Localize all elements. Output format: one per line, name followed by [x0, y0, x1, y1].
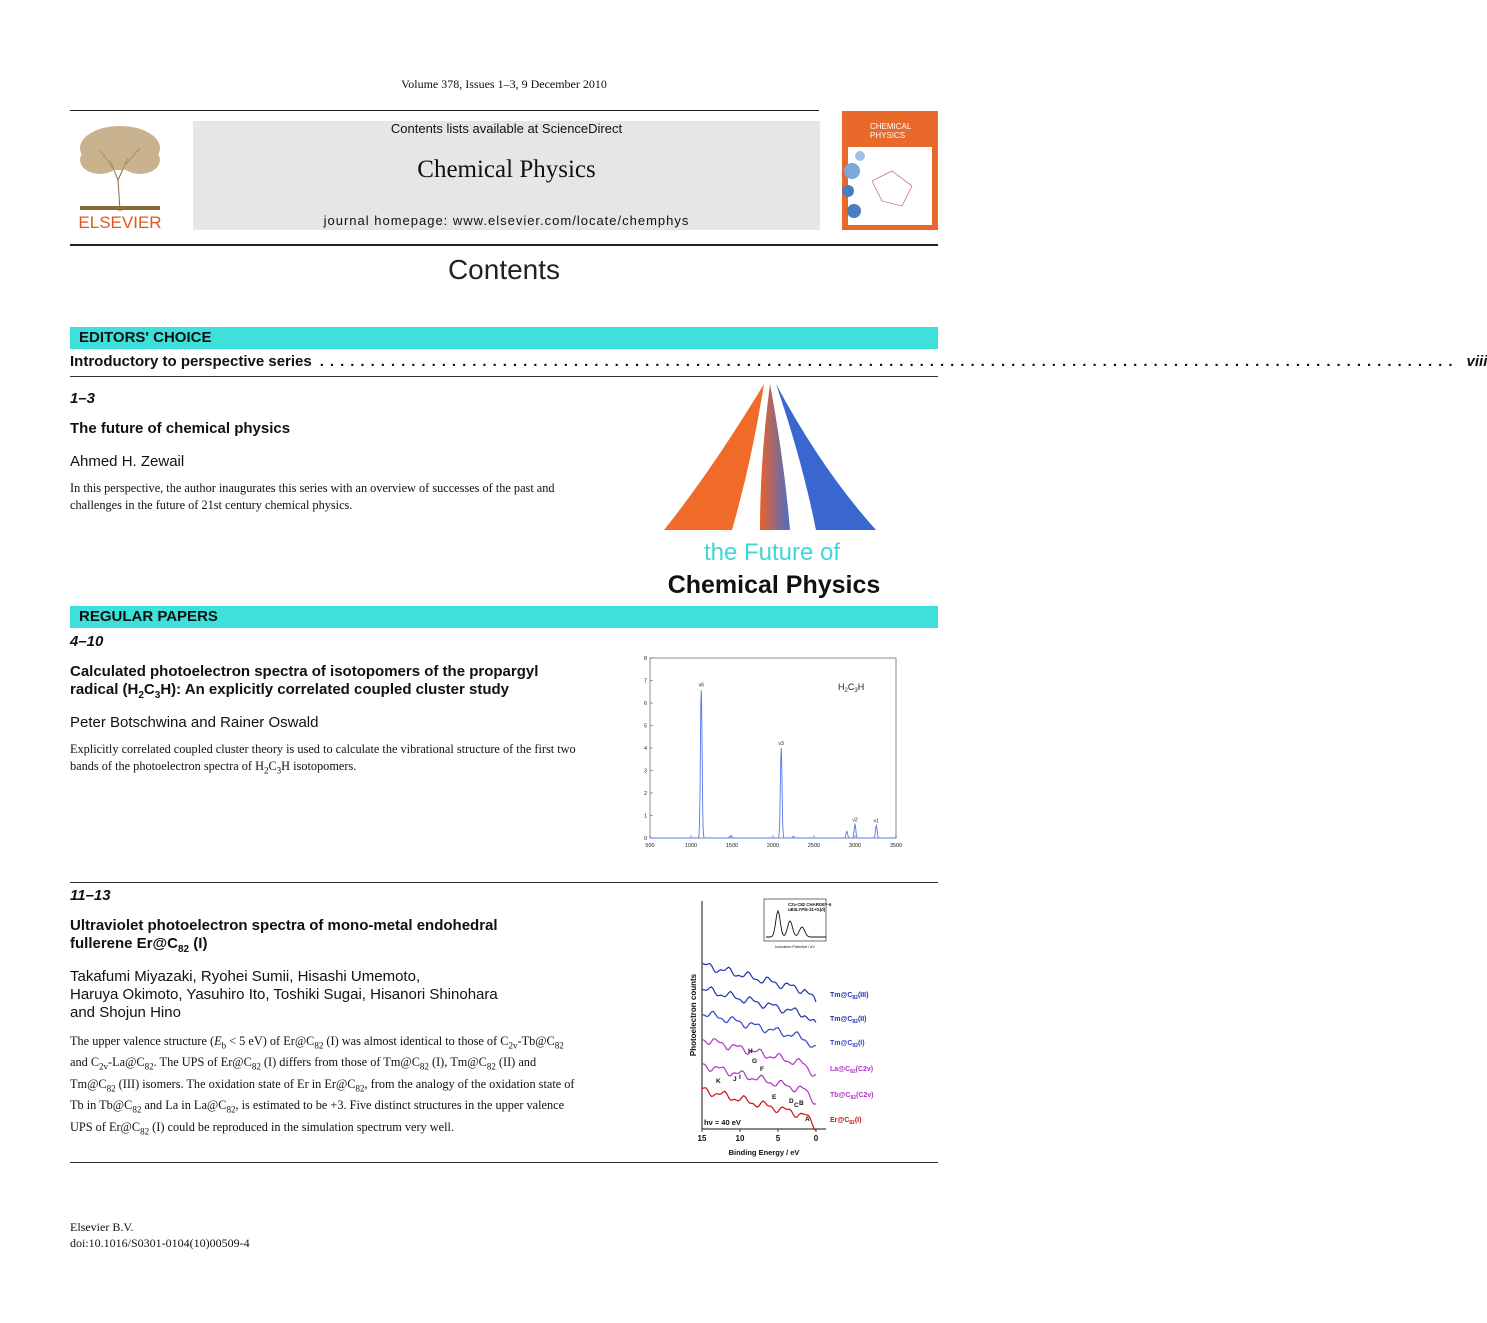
footer	[70, 1219, 250, 1251]
y-tick-label: 2	[643, 791, 647, 797]
x-tick-label: 0	[813, 1134, 819, 1143]
series-label: $Tm@C_{82}(I)$	[830, 1040, 865, 1049]
peak-label: D	[789, 1098, 794, 1105]
series-line	[702, 963, 816, 1002]
y-tick-label: 1	[643, 813, 647, 820]
y-tick-label: 0	[643, 836, 647, 842]
journal-title: Chemical Physics	[417, 156, 596, 183]
x-tick-label: 3500	[889, 843, 903, 849]
x-axis-label: Binding Energy / eV	[728, 1148, 800, 1157]
peak-label: C	[794, 1102, 799, 1109]
article-2-title-part: radical (H	[70, 681, 139, 698]
toc-leader-dots: ................................................................................................................	[319, 353, 1459, 370]
article-2-abstract-sub: 3	[276, 765, 282, 776]
inset-xlabel: Ionization Potential / eV	[775, 945, 815, 949]
series-label: $Er@C_{82}(I)$	[830, 1117, 862, 1126]
x-tick-label: 2500	[807, 843, 821, 849]
y-tick-label: 4	[643, 746, 647, 752]
x-tick-label: 1000	[684, 843, 698, 849]
peak-label: H	[748, 1048, 753, 1055]
series-label: $Tm@C_{82}(III)$	[830, 992, 869, 1001]
future-chemical-physics-graphic	[652, 380, 902, 602]
y-tick-label: 7	[643, 678, 647, 685]
toc-entry-page: viii	[1466, 353, 1487, 370]
spectrum-chart-h2c3h	[638, 652, 908, 850]
article-2-abstract-part: H isotopomers.	[281, 759, 357, 773]
y-tick-label: 3	[643, 768, 647, 775]
article-3-authors-line: Haruya Okimoto, Yasuhiro Ito, Toshiki Sugai, Hisanori Shinohara	[70, 986, 498, 1003]
article-separator	[70, 882, 938, 883]
graphic-line-1: the Future of	[703, 539, 841, 566]
y-tick-label: 8	[643, 656, 647, 662]
series-label: $Tb@C_{82}(C2v)$	[830, 1092, 874, 1101]
peak-label: ν2	[852, 817, 858, 824]
article-3-authors-line: and Shojun Hino	[70, 1004, 181, 1021]
peak-label: ν6	[698, 682, 704, 689]
y-tick-label: 6	[643, 701, 647, 707]
y-tick-label: 5	[643, 723, 647, 730]
volume-line: Volume 378, Issues 1–3, 9 December 2010	[401, 77, 607, 91]
x-tick-label: 10	[735, 1134, 745, 1143]
spectrum-line	[650, 690, 896, 838]
x-tick-label: 15	[697, 1134, 707, 1143]
header-rule	[70, 110, 819, 111]
cover-title-1: CHEMICAL	[870, 122, 912, 131]
article-3-title-line1: Ultraviolet photoelectron spectra of mono-metal endohedral	[70, 917, 498, 934]
article-2-pages: 4–10	[70, 633, 104, 650]
toc-entry-label: Introductory to perspective series	[70, 353, 312, 370]
x-tick-label: 5	[775, 1134, 781, 1143]
peak-label: E	[772, 1094, 777, 1101]
footer-publisher: Elsevier B.V.	[70, 1220, 134, 1234]
header-bottom-rule	[70, 244, 938, 246]
article-3-title-part: fullerene Er@C	[70, 935, 178, 952]
chart-annotation: $H_2C_3H$	[838, 682, 865, 694]
peak-label: F	[760, 1066, 764, 1073]
footer-doi: doi:10.1016/S0301-0104(10)00509-4	[70, 1236, 250, 1250]
graphic-line-2: Chemical Physics	[667, 571, 881, 599]
elsevier-wordmark: ELSEVIER	[78, 213, 162, 232]
journal-homepage-link[interactable]: journal homepage: www.elsevier.com/locate/chemphys	[323, 213, 690, 228]
article-3-authors-line: Takafumi Miyazaki, Ryohei Sumii, Hisashi Umemoto,	[70, 968, 421, 985]
peak-label: A	[805, 1116, 810, 1123]
inset-title: uB3LYP/6-31+G(d)	[788, 907, 826, 912]
article-2-abstract-sub: 2	[263, 765, 269, 776]
article-2-title-sub: 3	[154, 690, 161, 701]
series-line	[702, 1039, 816, 1076]
peak-label: K	[716, 1078, 721, 1085]
series-label: $Tm@C_{82}(II)$	[830, 1016, 867, 1025]
inset-title: C2v-C82 CHARGE=-6	[788, 902, 832, 907]
article-3-pages: 11–13	[70, 887, 111, 904]
section-regular-papers: REGULAR PAPERS	[70, 606, 938, 628]
x-tick-label: 1500	[725, 843, 739, 849]
toc-entry-introductory[interactable]	[70, 353, 1487, 370]
article-separator	[70, 1162, 938, 1163]
photon-energy-label: hν = 40 eV	[704, 1118, 741, 1127]
page-title: Contents	[447, 254, 561, 285]
ups-spectra-chart	[686, 893, 886, 1158]
series-label: $La@C_{82}(C2v)$	[830, 1066, 874, 1075]
peak-label: ν3	[778, 741, 784, 747]
x-tick-label: 2000	[766, 843, 780, 849]
peak-label: I	[739, 1074, 741, 1081]
section-editors-choice: EDITORS' CHOICE	[70, 327, 938, 349]
peak-label: G	[752, 1058, 758, 1065]
inset-plot	[764, 899, 832, 949]
x-tick-label: 3000	[848, 843, 862, 849]
journal-cover	[842, 111, 938, 230]
article-2-authors: Peter Botschwina and Rainer Oswald	[70, 714, 319, 731]
peak-label: ν1	[873, 818, 879, 825]
sciencedirect-line: Contents lists available at ScienceDirect	[390, 121, 623, 136]
journal-banner	[193, 121, 820, 230]
article-3-title[interactable]	[70, 917, 590, 959]
y-axis-label: Photoelectron counts	[689, 973, 698, 1057]
article-2-title-part: H): An explicitly correlated coupled cluster study	[160, 681, 510, 698]
article-2-title[interactable]	[70, 663, 590, 705]
article-3-abstract: The upper valence structure ($E_b < 5$ eV) of $Er@C_{82}$ (I) was almost identical to those of $C_{2v}-Tb@C_{82}$ and $C_{2v}-La@C_{82}$. The UPS of $Er@C_{82}$ (I) differs from those of $Tm@C_{82}$ (I), $Tm@C_{82}$ (II) and $Tm@C_{82}$ (III) isomers. The oxidation state of Er in $Er@C_{82}$, from the analogy of the oxidation state of Tb in $Tb@C_{82}$ and La in $La@C_{82}$, is estimated to be +3. Five distinct structures in the upper valence UPS of $Er@C_{82}$ (I) could be reproduced in the simulation spectrum very well.	[70, 1034, 575, 1137]
peak-label: B	[799, 1100, 804, 1107]
cover-title-2: PHYSICS	[870, 131, 906, 140]
x-tick-label: 500	[645, 843, 655, 849]
peak-label: J	[733, 1076, 737, 1083]
article-3-title-part: (I)	[189, 935, 208, 952]
article-2-abstract-part: C	[268, 759, 277, 773]
article-2-title-sub: 2	[138, 690, 144, 701]
elsevier-logo	[70, 120, 170, 232]
article-2-abstract-part: Explicitly correlated coupled cluster theory is used to calculate the vibrational structure of the first two bands of the photoelectron spectra of H	[70, 742, 576, 773]
article-2-title-part: C	[143, 681, 155, 698]
article-3-title-sub: 82	[178, 944, 190, 955]
article-1-abstract: In this perspective, the author inaugurates this series with an overview of successes of the past and challenges in the future of 21st century chemical physics.	[70, 481, 555, 512]
toc-rule	[70, 376, 938, 377]
article-3-authors	[70, 968, 590, 1022]
article-2-abstract	[70, 741, 582, 779]
article-1-pages: 1–3	[70, 390, 96, 407]
article-2-title-line1: Calculated photoelectron spectra of isotopomers of the propargyl	[70, 663, 539, 680]
article-1-authors: Ahmed H. Zewail	[70, 453, 185, 470]
article-1-title[interactable]: The future of chemical physics	[70, 420, 291, 437]
